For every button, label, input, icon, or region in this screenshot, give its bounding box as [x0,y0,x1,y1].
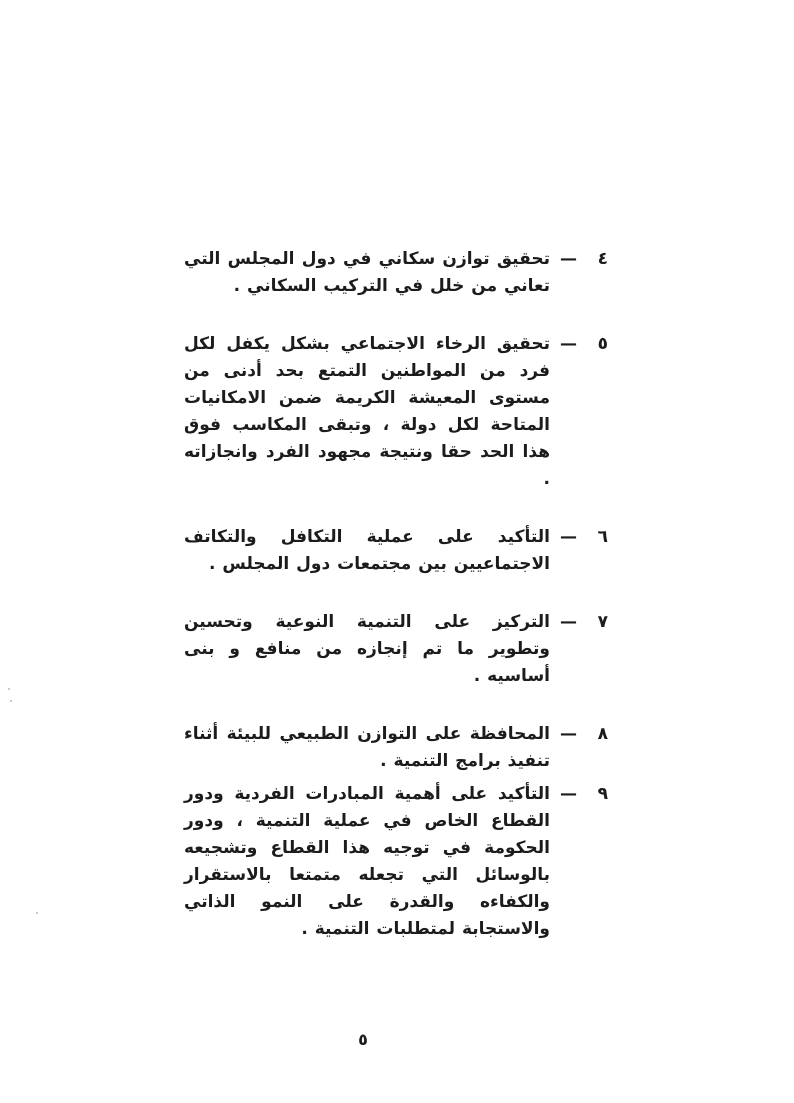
item-text: تحقيق توازن سكاني في دول المجلس التي تعاني من خلل في التركيب السكاني . [184,249,550,296]
list-item-4 [184,246,608,300]
list-item-7 [184,609,608,690]
item-dash: — [560,527,576,547]
item-dash: — [560,724,576,744]
list-item-8 [184,721,608,775]
list-item-9 [184,781,608,943]
item-text: المحافظة على التوازن الطبيعي للبيئة أثناء تنفيذ برامج التنمية . [184,724,550,771]
page-footer [0,1030,794,1049]
page-number: ٥ [358,1030,368,1049]
item-dash: — [560,612,576,632]
item-number: ٧ [597,612,608,632]
item-number: ٩ [597,784,608,804]
scan-artifact [8,688,10,690]
item-dash: — [560,334,576,354]
list-item-5 [184,331,608,493]
item-number: ٦ [597,527,608,547]
item-number: ٤ [597,249,608,269]
scan-artifact [36,912,38,914]
item-number: ٨ [597,724,608,744]
item-text: التأكيد على أهمية المبادرات الفردية ودور القطاع الخاص في عملية التنمية ، ودور الحكومة في توجيه هذا القطاع وتشجيعه بالوسائل التي تجعله متمتعا بالاستقرار والكفاءه والقدرة على النمو الذاتي والاستجابة لمتطلبات التنمية . [184,784,550,939]
item-dash: — [560,249,576,269]
item-text: التأكيد على عملية التكافل والتكاتف الاجتماعيين بين مجتمعات دول المجلس . [184,527,550,574]
list-item-6 [184,524,608,578]
item-number: ٥ [597,334,608,354]
item-text: تحقيق الرخاء الاجتماعي بشكل يكفل لكل فرد من المواطنين التمتع بحد أدنى من مستوى المعيشة الكريمة ضمن الامكانيات المتاحة لكل دولة ، وتبقى المكاسب فوق هذا الحد حقا ونتيجة مجهود الفرد وانجازاته . [184,334,550,489]
numbered-list [184,246,608,943]
scan-artifact [10,700,12,702]
item-dash: — [560,784,576,804]
item-text: التركيز على التنمية النوعية وتحسين وتطوير ما تم إنجازه من منافع و بنى أساسيه . [184,612,550,686]
